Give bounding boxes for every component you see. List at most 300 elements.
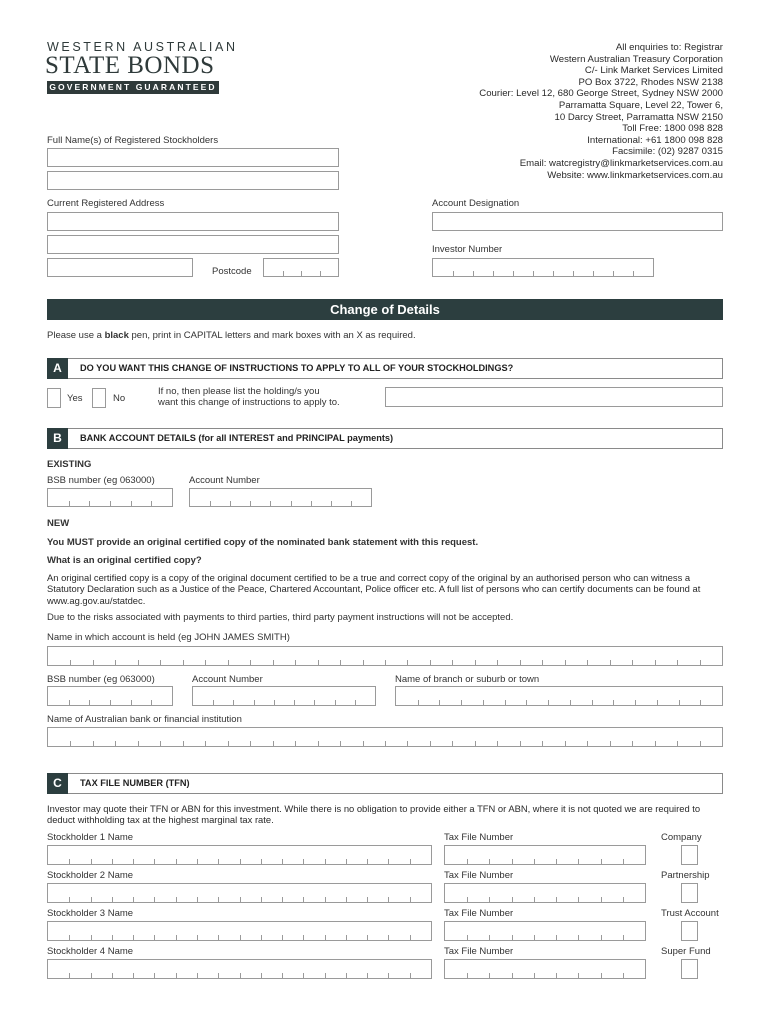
cell-divider: [367, 859, 368, 864]
cell-divider: [512, 897, 513, 902]
cell-divider: [655, 741, 656, 746]
cell-divider: [407, 660, 408, 665]
cell-divider: [493, 271, 494, 276]
cell-divider: [578, 935, 579, 940]
cell-divider: [261, 897, 262, 902]
cell-divider: [154, 973, 155, 978]
cell-divider: [205, 660, 206, 665]
cell-divider: [91, 935, 92, 940]
stockholder-3-tfn-field[interactable]: [444, 921, 646, 941]
cell-divider: [295, 660, 296, 665]
yes-checkbox[interactable]: [47, 388, 61, 408]
cell-divider: [138, 660, 139, 665]
new-bsb-label: BSB number (eg 063000): [47, 674, 155, 685]
address-field-1[interactable]: [47, 212, 339, 231]
stockholder-3-tfn-label: Tax File Number: [444, 908, 514, 919]
cell-divider: [254, 700, 255, 705]
cell-divider: [270, 501, 271, 506]
cell-divider: [69, 935, 70, 940]
account-designation-field[interactable]: [432, 212, 723, 231]
cell-divider: [533, 271, 534, 276]
stockholder-1-name-label: Stockholder 1 Name: [47, 832, 134, 843]
cell-divider: [301, 271, 302, 276]
cell-divider: [340, 660, 341, 665]
cell-divider: [573, 271, 574, 276]
cell-divider: [261, 859, 262, 864]
cell-divider: [679, 700, 680, 705]
cell-divider: [218, 859, 219, 864]
cell-divider: [513, 271, 514, 276]
stockholder-3-name-label: Stockholder 3 Name: [47, 908, 134, 919]
investor-number-label: Investor Number: [432, 244, 503, 255]
cell-divider: [314, 700, 315, 705]
contact-line: International: +61 1800 098 828: [587, 134, 723, 146]
cell-divider: [677, 660, 678, 665]
cell-divider: [112, 973, 113, 978]
cell-divider: [303, 859, 304, 864]
contact-line: Facsimile: (02) 9287 0315: [612, 146, 723, 158]
super-fund-label: Super Fund: [661, 946, 711, 957]
cell-divider: [250, 501, 251, 506]
cell-divider: [388, 859, 389, 864]
cell-divider: [197, 935, 198, 940]
investor-number-field[interactable]: [432, 258, 654, 277]
section-c-title: TAX FILE NUMBER (TFN): [80, 778, 190, 788]
cell-divider: [367, 935, 368, 940]
existing-bsb-label: BSB number (eg 063000): [47, 475, 155, 486]
cell-divider: [388, 897, 389, 902]
cell-divider: [534, 973, 535, 978]
cell-divider: [534, 897, 535, 902]
cell-divider: [346, 859, 347, 864]
cell-divider: [677, 741, 678, 746]
what-is-heading: What is an original certified copy?: [47, 555, 202, 566]
instructions-pre: Please use a: [47, 330, 105, 341]
existing-bsb-field[interactable]: [47, 488, 173, 507]
cell-divider: [407, 741, 408, 746]
cell-divider: [548, 700, 549, 705]
cell-divider: [325, 859, 326, 864]
cell-divider: [228, 660, 229, 665]
section-b-header: [47, 428, 723, 449]
section-c-letter: C: [47, 773, 68, 794]
cell-divider: [151, 501, 152, 506]
cell-divider: [467, 897, 468, 902]
cell-divider: [578, 859, 579, 864]
cell-divider: [131, 501, 132, 506]
cell-divider: [388, 935, 389, 940]
cell-divider: [112, 935, 113, 940]
cell-divider: [512, 859, 513, 864]
cell-divider: [565, 741, 566, 746]
cell-divider: [110, 700, 111, 705]
cell-divider: [542, 741, 543, 746]
contact-line: All enquiries to: Registrar: [615, 42, 723, 53]
cell-divider: [133, 973, 134, 978]
cell-divider: [69, 859, 70, 864]
account-designation-label: Account Designation: [432, 198, 520, 209]
partnership-label: Partnership: [661, 870, 710, 881]
super-fund-checkbox[interactable]: [681, 959, 698, 979]
certified-copy-explanation: An original certified copy is a copy of the original document certified to be a true and correct copy of the original by an authorised person who can witness a Statutory Declaration such as a Justice of the Peace, Chartered Accountant, Police officer etc. A full list of persons who can certify documents can be found at www.ag.gov.au/statdec.: [47, 572, 701, 606]
cell-divider: [91, 973, 92, 978]
cell-divider: [282, 935, 283, 940]
cell-divider: [489, 973, 490, 978]
logo-main-text: STATE BONDS: [45, 52, 215, 79]
cell-divider: [452, 741, 453, 746]
cell-divider: [282, 859, 283, 864]
cell-divider: [592, 700, 593, 705]
cell-divider: [93, 660, 94, 665]
cell-divider: [233, 700, 234, 705]
contact-line: Email: watcregistry@linkmarketservices.com.au: [519, 157, 723, 169]
cell-divider: [556, 935, 557, 940]
holdings-field[interactable]: [385, 387, 723, 407]
cell-divider: [467, 973, 468, 978]
cell-divider: [565, 660, 566, 665]
cell-divider: [587, 660, 588, 665]
cell-divider: [70, 741, 71, 746]
cell-divider: [489, 859, 490, 864]
cell-divider: [283, 271, 284, 276]
cell-divider: [176, 973, 177, 978]
cell-divider: [273, 660, 274, 665]
stockholder-1-name-field[interactable]: [47, 845, 432, 865]
cell-divider: [311, 501, 312, 506]
cell-divider: [91, 859, 92, 864]
cell-divider: [497, 660, 498, 665]
cell-divider: [534, 935, 535, 940]
cell-divider: [318, 741, 319, 746]
cell-divider: [218, 935, 219, 940]
cell-divider: [512, 973, 513, 978]
yes-label: Yes: [67, 393, 83, 404]
cell-divider: [346, 897, 347, 902]
cell-divider: [131, 700, 132, 705]
cell-divider: [601, 859, 602, 864]
cell-divider: [115, 741, 116, 746]
stockholder-3-name-field[interactable]: [47, 921, 432, 941]
cell-divider: [291, 501, 292, 506]
cell-divider: [623, 935, 624, 940]
cell-divider: [331, 501, 332, 506]
cell-divider: [363, 660, 364, 665]
cell-divider: [213, 700, 214, 705]
cell-divider: [69, 973, 70, 978]
cell-divider: [385, 660, 386, 665]
cell-divider: [228, 741, 229, 746]
cell-divider: [623, 973, 624, 978]
cell-divider: [610, 741, 611, 746]
cell-divider: [295, 741, 296, 746]
section-a-title: DO YOU WANT THIS CHANGE OF INSTRUCTIONS TO APPLY TO ALL OF YOUR STOCKHOLDINGS?: [80, 363, 514, 373]
stockholder-4-tfn-field[interactable]: [444, 959, 646, 979]
cell-divider: [250, 741, 251, 746]
new-account-field[interactable]: [192, 686, 376, 706]
new-account-label: Account Number: [192, 674, 263, 685]
cell-divider: [69, 897, 70, 902]
logo-band-text: GOVERNMENT GUARANTEED: [47, 81, 219, 94]
company-checkbox[interactable]: [681, 845, 698, 865]
cell-divider: [91, 897, 92, 902]
cell-divider: [183, 660, 184, 665]
third-party-text: Due to the risks associated with payments to third parties, third party payment instructions will not be accepted.: [47, 612, 514, 623]
cell-divider: [325, 897, 326, 902]
cell-divider: [526, 700, 527, 705]
cell-divider: [520, 660, 521, 665]
cell-divider: [89, 700, 90, 705]
cell-divider: [633, 271, 634, 276]
cell-divider: [410, 935, 411, 940]
cell-divider: [534, 859, 535, 864]
cell-divider: [325, 935, 326, 940]
cell-divider: [385, 741, 386, 746]
cell-divider: [183, 741, 184, 746]
cell-divider: [556, 973, 557, 978]
cell-divider: [294, 700, 295, 705]
must-pre: You: [47, 537, 67, 548]
cell-divider: [261, 973, 262, 978]
cell-divider: [197, 859, 198, 864]
contact-line: Website: www.linkmarketservices.com.au: [547, 169, 723, 181]
cell-divider: [205, 741, 206, 746]
contact-line: Parramatta Square, Level 22, Tower 6,: [558, 99, 723, 111]
cell-divider: [160, 741, 161, 746]
cell-divider: [110, 501, 111, 506]
logo-top-text: WESTERN AUSTRALIAN: [47, 40, 238, 54]
contact-line: PO Box 3722, Rhodes NSW 2138: [578, 76, 723, 88]
cell-divider: [430, 741, 431, 746]
cell-divider: [453, 271, 454, 276]
cell-divider: [176, 935, 177, 940]
cell-divider: [512, 935, 513, 940]
cell-divider: [303, 897, 304, 902]
cell-divider: [632, 660, 633, 665]
cell-divider: [553, 271, 554, 276]
contact-line: Toll Free: 1800 098 828: [622, 123, 723, 135]
cell-divider: [601, 973, 602, 978]
cell-divider: [218, 973, 219, 978]
cell-divider: [542, 660, 543, 665]
section-a-header: [47, 358, 723, 379]
contact-line: Courier: Level 12, 680 George Street, Sydney NSW 2000: [479, 88, 723, 100]
no-checkbox[interactable]: [92, 388, 106, 408]
contact-line: Western Australian Treasury Corporation: [549, 53, 723, 65]
cell-divider: [273, 741, 274, 746]
cell-divider: [230, 501, 231, 506]
cell-divider: [89, 501, 90, 506]
address-field-3[interactable]: [47, 258, 193, 277]
cell-divider: [613, 700, 614, 705]
cell-divider: [556, 897, 557, 902]
cell-divider: [657, 700, 658, 705]
cell-divider: [410, 973, 411, 978]
cell-divider: [176, 897, 177, 902]
page-title: Change of Details: [47, 299, 723, 320]
instructions-bold: black: [104, 330, 129, 341]
cell-divider: [467, 859, 468, 864]
cell-divider: [240, 897, 241, 902]
cell-divider: [430, 660, 431, 665]
cell-divider: [489, 897, 490, 902]
instructions-text: [47, 330, 416, 341]
cell-divider: [355, 700, 356, 705]
must-provide-text: [47, 537, 478, 548]
stockholder-2-tfn-field[interactable]: [444, 883, 646, 903]
contact-block: [479, 42, 723, 181]
cell-divider: [613, 271, 614, 276]
full-names-label: Full Name(s) of Registered Stockholders: [47, 135, 219, 146]
cell-divider: [655, 660, 656, 665]
cell-divider: [601, 935, 602, 940]
existing-account-label: Account Number: [189, 475, 260, 486]
cell-divider: [303, 973, 304, 978]
cell-divider: [475, 741, 476, 746]
cell-divider: [112, 859, 113, 864]
cell-divider: [700, 700, 701, 705]
stockholder-1-tfn-field[interactable]: [444, 845, 646, 865]
bank-name-label: Name of Australian bank or financial institution: [47, 714, 242, 725]
cell-divider: [473, 271, 474, 276]
cell-divider: [623, 897, 624, 902]
cell-divider: [340, 741, 341, 746]
cell-divider: [452, 660, 453, 665]
branch-field[interactable]: [395, 686, 723, 706]
cell-divider: [320, 271, 321, 276]
cell-divider: [115, 660, 116, 665]
stockholder-4-tfn-label: Tax File Number: [444, 946, 514, 957]
cell-divider: [218, 897, 219, 902]
cell-divider: [261, 935, 262, 940]
cell-divider: [461, 700, 462, 705]
cell-divider: [439, 700, 440, 705]
cell-divider: [69, 501, 70, 506]
section-a-letter: A: [47, 358, 68, 379]
cell-divider: [346, 973, 347, 978]
cell-divider: [154, 897, 155, 902]
section-b-letter: B: [47, 428, 68, 449]
cell-divider: [570, 700, 571, 705]
cell-divider: [601, 897, 602, 902]
cell-divider: [274, 700, 275, 705]
cell-divider: [133, 935, 134, 940]
new-heading: NEW: [47, 518, 70, 529]
cell-divider: [210, 501, 211, 506]
cell-divider: [240, 973, 241, 978]
cell-divider: [318, 660, 319, 665]
stockholder-2-name-label: Stockholder 2 Name: [47, 870, 134, 881]
trust-account-label: Trust Account: [661, 908, 719, 919]
contact-line: 10 Darcy Street, Parramatta NSW 2150: [554, 111, 723, 123]
cell-divider: [410, 897, 411, 902]
cell-divider: [367, 973, 368, 978]
cell-divider: [497, 741, 498, 746]
stockholder-4-name-field[interactable]: [47, 959, 432, 979]
cell-divider: [133, 859, 134, 864]
cell-divider: [700, 741, 701, 746]
contact-line: C/- Link Market Services Limited: [584, 65, 723, 77]
name-held-label: Name in which account is held (eg JOHN JAMES SMITH): [47, 632, 290, 643]
instructions-post: pen, print in CAPITAL letters and mark boxes with an X as required.: [128, 330, 416, 341]
stockholder-2-name-field[interactable]: [47, 883, 432, 903]
cell-divider: [351, 501, 352, 506]
cell-divider: [483, 700, 484, 705]
address-field-2[interactable]: [47, 235, 339, 254]
cell-divider: [475, 660, 476, 665]
existing-account-field[interactable]: [189, 488, 372, 507]
cell-divider: [363, 741, 364, 746]
cell-divider: [197, 897, 198, 902]
cell-divider: [418, 700, 419, 705]
cell-divider: [93, 741, 94, 746]
cell-divider: [632, 741, 633, 746]
new-bsb-field[interactable]: [47, 686, 173, 706]
cell-divider: [138, 741, 139, 746]
cell-divider: [112, 897, 113, 902]
cell-divider: [346, 935, 347, 940]
cell-divider: [610, 660, 611, 665]
cell-divider: [335, 700, 336, 705]
cell-divider: [578, 897, 579, 902]
full-names-field-1[interactable]: [47, 148, 339, 167]
cell-divider: [623, 859, 624, 864]
postcode-label: Postcode: [212, 266, 252, 277]
name-held-field[interactable]: [47, 646, 723, 666]
tfn-intro: Investor may quote their TFN or ABN for this investment. While there is no obligation to provide either a TFN or ABN, where it is not quoted we are required to deduct withholding tax at the highest marginal tax rate.: [47, 803, 701, 826]
cell-divider: [197, 973, 198, 978]
postcode-field[interactable]: [263, 258, 339, 277]
must-bold: MUST: [66, 537, 94, 548]
holdings-note-line-2: want this change of instructions to apply to.: [158, 397, 340, 408]
cell-divider: [70, 660, 71, 665]
cell-divider: [133, 897, 134, 902]
cell-divider: [700, 660, 701, 665]
full-names-field-2[interactable]: [47, 171, 339, 190]
must-post: provide an original certified copy of the nominated bank statement with this request.: [93, 537, 479, 548]
cell-divider: [240, 859, 241, 864]
cell-divider: [410, 859, 411, 864]
cell-divider: [282, 897, 283, 902]
cell-divider: [388, 973, 389, 978]
cell-divider: [489, 935, 490, 940]
cell-divider: [587, 741, 588, 746]
no-label: No: [113, 393, 126, 404]
cell-divider: [325, 973, 326, 978]
cell-divider: [176, 859, 177, 864]
branch-label: Name of branch or suburb or town: [395, 674, 540, 685]
company-label: Company: [661, 832, 702, 843]
section-b-title: BANK ACCOUNT DETAILS (for all INTEREST and PRINCIPAL payments): [80, 433, 394, 443]
cell-divider: [467, 935, 468, 940]
cell-divider: [282, 973, 283, 978]
cell-divider: [367, 897, 368, 902]
cell-divider: [303, 935, 304, 940]
stockholder-4-name-label: Stockholder 4 Name: [47, 946, 134, 957]
cell-divider: [154, 935, 155, 940]
cell-divider: [160, 660, 161, 665]
cell-divider: [154, 859, 155, 864]
cell-divider: [578, 973, 579, 978]
cell-divider: [520, 741, 521, 746]
trust-account-checkbox[interactable]: [681, 921, 698, 941]
stockholder-2-tfn-label: Tax File Number: [444, 870, 514, 881]
bank-name-field[interactable]: [47, 727, 723, 747]
address-label: Current Registered Address: [47, 198, 165, 209]
holdings-note-line-1: If no, then please list the holding/s you: [158, 386, 320, 397]
partnership-checkbox[interactable]: [681, 883, 698, 903]
cell-divider: [593, 271, 594, 276]
stockholder-1-tfn-label: Tax File Number: [444, 832, 514, 843]
